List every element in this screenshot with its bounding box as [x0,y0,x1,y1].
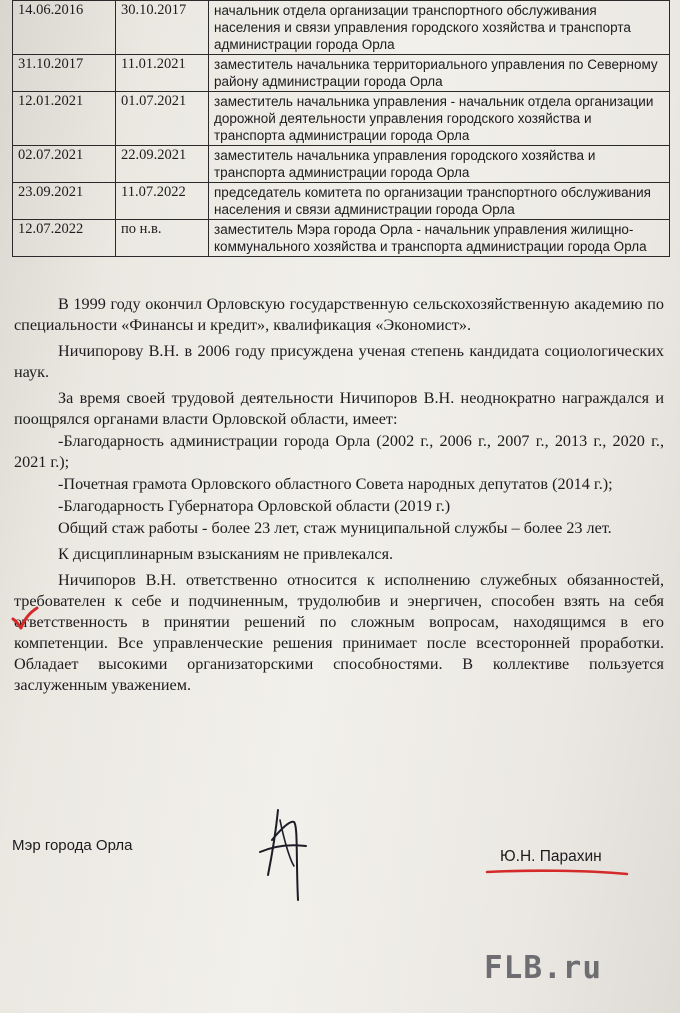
date-from-cell: 12.01.2021 [13,92,116,146]
date-from-cell: 12.07.2022 [13,220,116,257]
date-from-cell: 23.09.2021 [13,183,116,220]
watermark-logo: FLB.ru [484,950,602,986]
date-from-cell: 02.07.2021 [13,146,116,183]
position-cell: заместитель Мэра города Орла - начальник управления жилищно-коммунального хозяйства и транспорта администрации города Орла [209,220,670,257]
table-row [13,183,670,220]
assessment-paragraph: Ничипоров В.Н. ответственно относится к исполнению служебных обязанностей, требователен к себе и подчиненным, трудолюбив и энергичен, способен взять на себя ответственность в принятии решений по сложным вопросам, находящимся в его компетенции. Все управленческие решения принимает после всесторонней проработки. Обладает высокими организаторскими способностями. В коллективе пользуется заслуженным уважением. [14,571,664,694]
date-from-cell: 31.10.2017 [13,55,116,92]
table-row [13,146,670,183]
experience-paragraph: Общий стаж работы - более 23 лет, стаж муниципальной службы – более 23 лет. [58,519,612,537]
award-item: -Благодарность Губернатора Орловской области (2019 г.) [58,497,451,515]
checkmark-icon [10,606,40,632]
service-record-table [12,0,670,257]
date-to-cell: по н.в. [116,220,209,257]
degree-paragraph: Ничипорову В.Н. в 2006 году присуждена ученая степень кандидата социологических наук. [14,342,664,381]
signer-name: Ю.Н. Парахин [500,848,602,865]
date-to-cell: 22.09.2021 [116,146,209,183]
red-underline [485,866,630,878]
position-cell: начальник отдела организации транспортного обслуживания населения и связи управления городского хозяйства и транспорта администрации города Орла [209,1,670,55]
table-row [13,55,670,92]
award-item: -Почетная грамота Орловского областного Совета народных депутатов (2014 г.); [58,475,613,493]
signer-title: Мэр города Орла [12,837,133,854]
date-to-cell: 11.07.2022 [116,183,209,220]
table-row [13,92,670,146]
date-to-cell: 30.10.2017 [116,1,209,55]
characteristic-text [14,294,664,701]
position-cell: заместитель начальника управления - начальник отдела организации дорожной деятельности управления городского хозяйства и транспорта администрации города Орла [209,92,670,146]
position-cell: председатель комитета по организации транспортного обслуживания населения и связи администрации города Орла [209,183,670,220]
table-row [13,220,670,257]
handwritten-signature [250,800,330,910]
date-from-cell: 14.06.2016 [13,1,116,55]
discipline-paragraph: К дисциплинарным взысканиям не привлекался. [58,545,394,563]
position-cell: заместитель начальника территориального управления по Северному району администрации города Орла [209,55,670,92]
position-cell: заместитель начальника управления городского хозяйства и транспорта администрации города Орла [209,146,670,183]
table-row [13,1,670,55]
date-to-cell: 11.01.2021 [116,55,209,92]
award-item: -Благодарность администрации города Орла (2002 г., 2006 г., 2007 г., 2013 г., 2020 г., 2021 г.); [14,432,664,471]
awards-intro-paragraph: За время своей трудовой деятельности Ничипоров В.Н. неоднократно награждался и поощрялся органами власти Орловской области, имеет: [14,389,664,428]
education-paragraph: В 1999 году окончил Орловскую государственную сельскохозяйственную академию по специальности «Финансы и кредит», квалификация «Экономист». [14,295,664,334]
date-to-cell: 01.07.2021 [116,92,209,146]
